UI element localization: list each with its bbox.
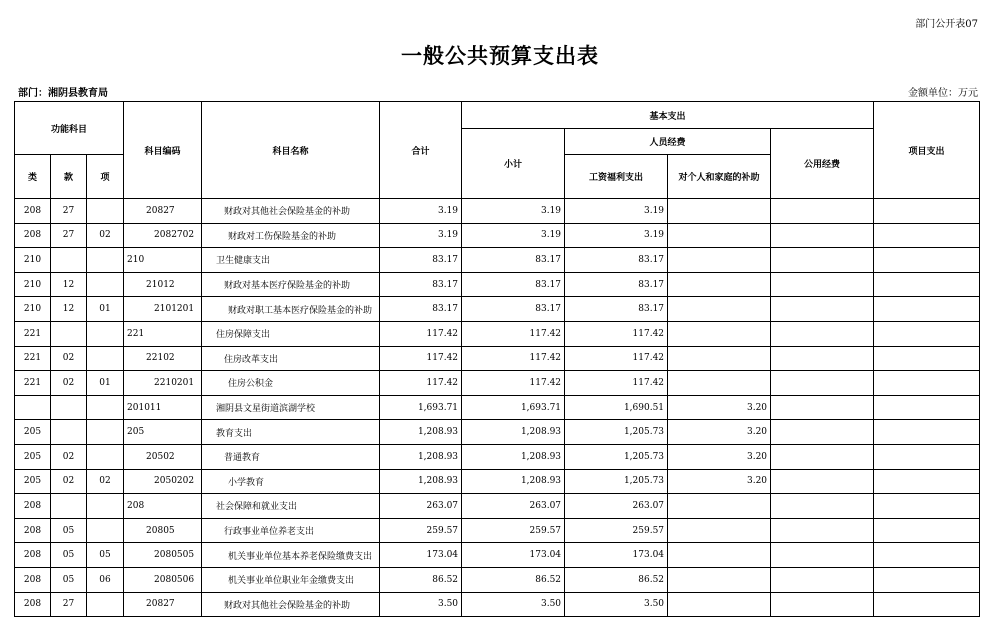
cell-name: 财政对职工基本医疗保险基金的补助	[202, 297, 380, 322]
cell-total: 263.07	[380, 494, 462, 519]
col-name: 科目名称	[202, 102, 380, 199]
cell-kuan: 27	[51, 223, 87, 248]
cell-lei: 208	[15, 518, 51, 543]
cell-xiang	[87, 321, 124, 346]
table-row	[15, 592, 980, 617]
cell-wages: 1,690.51	[565, 395, 668, 420]
col-total: 合计	[380, 102, 462, 199]
col-kuan: 款	[51, 155, 87, 199]
cell-lei: 210	[15, 248, 51, 273]
cell-total: 1,208.93	[380, 420, 462, 445]
cell-lei: 208	[15, 592, 51, 617]
cell-name: 机关事业单位职业年金缴费支出	[202, 567, 380, 592]
cell-project	[874, 272, 980, 297]
cell-total: 1,208.93	[380, 444, 462, 469]
table-row	[15, 321, 980, 346]
cell-wages: 3.19	[565, 223, 668, 248]
cell-wages: 259.57	[565, 518, 668, 543]
cell-xiang	[87, 592, 124, 617]
cell-xiang	[87, 518, 124, 543]
table-row	[15, 248, 980, 273]
cell-wages: 83.17	[565, 248, 668, 273]
cell-xiang	[87, 494, 124, 519]
cell-kuan: 05	[51, 543, 87, 568]
cell-project	[874, 248, 980, 273]
cell-subtotal: 1,208.93	[462, 444, 565, 469]
cell-total: 83.17	[380, 248, 462, 273]
cell-kuan: 02	[51, 444, 87, 469]
cell-subtotal: 3.19	[462, 199, 565, 224]
col-public: 公用经费	[771, 129, 874, 199]
cell-code: 205	[124, 420, 202, 445]
cell-project	[874, 444, 980, 469]
cell-lei: 208	[15, 223, 51, 248]
col-func-subject: 功能科目	[15, 102, 124, 155]
cell-lei: 221	[15, 371, 51, 396]
cell-project	[874, 371, 980, 396]
cell-project	[874, 592, 980, 617]
cell-public	[771, 420, 874, 445]
cell-lei: 208	[15, 567, 51, 592]
col-code: 科目编码	[124, 102, 202, 199]
col-subsidy: 对个人和家庭的补助	[668, 155, 771, 199]
cell-project	[874, 494, 980, 519]
cell-subtotal: 83.17	[462, 248, 565, 273]
cell-code: 2082702	[124, 223, 202, 248]
cell-total: 117.42	[380, 346, 462, 371]
col-basic: 基本支出	[462, 102, 874, 129]
cell-wages: 83.17	[565, 272, 668, 297]
cell-xiang	[87, 199, 124, 224]
cell-kuan: 27	[51, 199, 87, 224]
table-row	[15, 297, 980, 322]
cell-public	[771, 248, 874, 273]
table-row	[15, 543, 980, 568]
table-row	[15, 518, 980, 543]
cell-subtotal: 86.52	[462, 567, 565, 592]
cell-project	[874, 346, 980, 371]
cell-name: 普通教育	[202, 444, 380, 469]
cell-code: 2101201	[124, 297, 202, 322]
cell-lei: 221	[15, 321, 51, 346]
cell-subsidy	[668, 518, 771, 543]
cell-public	[771, 321, 874, 346]
cell-lei: 205	[15, 444, 51, 469]
col-subtotal: 小计	[462, 129, 565, 199]
cell-total: 117.42	[380, 371, 462, 396]
cell-lei: 210	[15, 297, 51, 322]
cell-subtotal: 117.42	[462, 346, 565, 371]
cell-xiang: 05	[87, 543, 124, 568]
cell-subsidy: 3.20	[668, 444, 771, 469]
cell-code: 20827	[124, 199, 202, 224]
cell-public	[771, 346, 874, 371]
cell-total: 259.57	[380, 518, 462, 543]
cell-subtotal: 1,208.93	[462, 469, 565, 494]
cell-name: 财政对其他社会保险基金的补助	[202, 199, 380, 224]
cell-public	[771, 395, 874, 420]
cell-code: 20827	[124, 592, 202, 617]
table-row	[15, 420, 980, 445]
cell-lei: 210	[15, 272, 51, 297]
cell-wages: 1,205.73	[565, 444, 668, 469]
cell-wages: 117.42	[565, 371, 668, 396]
cell-lei: 208	[15, 494, 51, 519]
cell-name: 住房公积金	[202, 371, 380, 396]
cell-xiang	[87, 444, 124, 469]
cell-code: 210	[124, 248, 202, 273]
cell-code: 21012	[124, 272, 202, 297]
cell-xiang	[87, 248, 124, 273]
cell-public	[771, 444, 874, 469]
cell-subsidy	[668, 321, 771, 346]
table-row	[15, 371, 980, 396]
cell-kuan: 02	[51, 371, 87, 396]
cell-total: 83.17	[380, 272, 462, 297]
cell-project	[874, 395, 980, 420]
cell-name: 财政对其他社会保险基金的补助	[202, 592, 380, 617]
table-row	[15, 469, 980, 494]
col-wages: 工资福利支出	[565, 155, 668, 199]
table-row	[15, 444, 980, 469]
cell-public	[771, 199, 874, 224]
table-row	[15, 346, 980, 371]
cell-code: 2050202	[124, 469, 202, 494]
cell-total: 3.19	[380, 199, 462, 224]
cell-kuan	[51, 321, 87, 346]
cell-subsidy	[668, 567, 771, 592]
cell-public	[771, 567, 874, 592]
cell-xiang: 02	[87, 223, 124, 248]
cell-project	[874, 297, 980, 322]
cell-public	[771, 543, 874, 568]
cell-subtotal: 3.19	[462, 223, 565, 248]
cell-public	[771, 494, 874, 519]
cell-total: 83.17	[380, 297, 462, 322]
cell-public	[771, 371, 874, 396]
cell-name: 小学教育	[202, 469, 380, 494]
cell-xiang	[87, 395, 124, 420]
cell-name: 住房保障支出	[202, 321, 380, 346]
table-row	[15, 395, 980, 420]
cell-subsidy	[668, 371, 771, 396]
cell-lei: 208	[15, 199, 51, 224]
cell-name: 湘阴县文星街道滨湖学校	[202, 395, 380, 420]
cell-public	[771, 223, 874, 248]
cell-subsidy: 3.20	[668, 395, 771, 420]
cell-subsidy	[668, 297, 771, 322]
cell-name: 卫生健康支出	[202, 248, 380, 273]
cell-public	[771, 592, 874, 617]
cell-public	[771, 518, 874, 543]
cell-subsidy	[668, 346, 771, 371]
cell-wages: 83.17	[565, 297, 668, 322]
cell-project	[874, 199, 980, 224]
col-xiang: 项	[87, 155, 124, 199]
cell-xiang	[87, 420, 124, 445]
cell-code: 201011	[124, 395, 202, 420]
department-label: 部门：湘阴县教育局	[18, 88, 108, 99]
cell-project	[874, 543, 980, 568]
cell-subtotal: 259.57	[462, 518, 565, 543]
cell-name: 机关事业单位基本养老保险缴费支出	[202, 543, 380, 568]
table-row	[15, 494, 980, 519]
cell-code: 221	[124, 321, 202, 346]
cell-project	[874, 469, 980, 494]
amount-unit-label: 金额单位：万元	[908, 88, 978, 99]
cell-name: 财政对基本医疗保险基金的补助	[202, 272, 380, 297]
page-title: 一般公共预算支出表	[401, 43, 599, 68]
cell-kuan	[51, 248, 87, 273]
cell-project	[874, 321, 980, 346]
cell-subsidy	[668, 199, 771, 224]
cell-subtotal: 3.50	[462, 592, 565, 617]
cell-kuan: 02	[51, 469, 87, 494]
cell-xiang: 01	[87, 371, 124, 396]
cell-subsidy	[668, 592, 771, 617]
cell-code: 2080505	[124, 543, 202, 568]
col-personnel: 人员经费	[565, 129, 771, 155]
cell-lei	[15, 395, 51, 420]
cell-project	[874, 223, 980, 248]
cell-subsidy: 3.20	[668, 469, 771, 494]
cell-xiang: 02	[87, 469, 124, 494]
cell-total: 86.52	[380, 567, 462, 592]
cell-total: 1,208.93	[380, 469, 462, 494]
cell-kuan	[51, 395, 87, 420]
cell-subtotal: 83.17	[462, 297, 565, 322]
cell-public	[771, 297, 874, 322]
table-row	[15, 272, 980, 297]
cell-lei: 205	[15, 420, 51, 445]
cell-wages: 86.52	[565, 567, 668, 592]
cell-subtotal: 173.04	[462, 543, 565, 568]
cell-subsidy	[668, 272, 771, 297]
cell-total: 3.50	[380, 592, 462, 617]
cell-subsidy: 3.20	[668, 420, 771, 445]
cell-wages: 3.50	[565, 592, 668, 617]
cell-total: 117.42	[380, 321, 462, 346]
cell-name: 教育支出	[202, 420, 380, 445]
cell-kuan: 12	[51, 297, 87, 322]
cell-wages: 117.42	[565, 346, 668, 371]
cell-wages: 117.42	[565, 321, 668, 346]
cell-total: 1,693.71	[380, 395, 462, 420]
cell-xiang: 01	[87, 297, 124, 322]
cell-code: 20502	[124, 444, 202, 469]
col-project: 项目支出	[874, 102, 980, 199]
cell-subsidy	[668, 223, 771, 248]
form-number: 部门公开表07	[915, 19, 978, 30]
cell-wages: 173.04	[565, 543, 668, 568]
cell-kuan	[51, 420, 87, 445]
cell-public	[771, 272, 874, 297]
table-row	[15, 223, 980, 248]
cell-xiang	[87, 272, 124, 297]
cell-project	[874, 518, 980, 543]
cell-subtotal: 1,693.71	[462, 395, 565, 420]
cell-xiang	[87, 346, 124, 371]
col-lei: 类	[15, 155, 51, 199]
cell-code: 2080506	[124, 567, 202, 592]
cell-lei: 205	[15, 469, 51, 494]
cell-subtotal: 83.17	[462, 272, 565, 297]
cell-name: 行政事业单位养老支出	[202, 518, 380, 543]
cell-name: 住房改革支出	[202, 346, 380, 371]
cell-kuan: 27	[51, 592, 87, 617]
table-body	[15, 199, 980, 617]
cell-subsidy	[668, 248, 771, 273]
cell-project	[874, 420, 980, 445]
cell-lei: 208	[15, 543, 51, 568]
cell-total: 173.04	[380, 543, 462, 568]
cell-code: 208	[124, 494, 202, 519]
cell-wages: 263.07	[565, 494, 668, 519]
cell-kuan	[51, 494, 87, 519]
cell-project	[874, 567, 980, 592]
cell-subtotal: 117.42	[462, 321, 565, 346]
cell-wages: 3.19	[565, 199, 668, 224]
cell-code: 20805	[124, 518, 202, 543]
cell-code: 22102	[124, 346, 202, 371]
cell-subtotal: 263.07	[462, 494, 565, 519]
cell-subsidy	[668, 543, 771, 568]
cell-kuan: 05	[51, 518, 87, 543]
cell-xiang: 06	[87, 567, 124, 592]
cell-kuan: 05	[51, 567, 87, 592]
cell-name: 财政对工伤保险基金的补助	[202, 223, 380, 248]
cell-total: 3.19	[380, 223, 462, 248]
cell-kuan: 12	[51, 272, 87, 297]
cell-wages: 1,205.73	[565, 469, 668, 494]
cell-subsidy	[668, 494, 771, 519]
table-row	[15, 199, 980, 224]
cell-subtotal: 117.42	[462, 371, 565, 396]
cell-public	[771, 469, 874, 494]
cell-code: 2210201	[124, 371, 202, 396]
table-row	[15, 567, 980, 592]
cell-wages: 1,205.73	[565, 420, 668, 445]
cell-lei: 221	[15, 346, 51, 371]
cell-subtotal: 1,208.93	[462, 420, 565, 445]
cell-name: 社会保障和就业支出	[202, 494, 380, 519]
budget-table	[14, 101, 980, 617]
cell-kuan: 02	[51, 346, 87, 371]
